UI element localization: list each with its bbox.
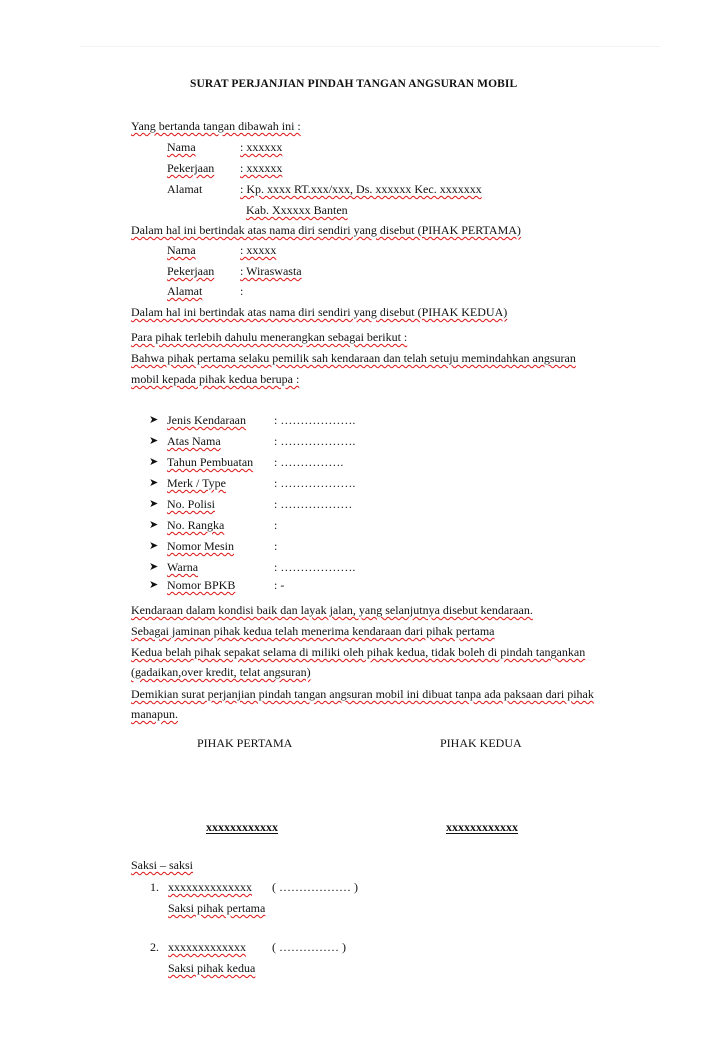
vehicle-item-value: : - bbox=[274, 578, 285, 592]
vehicle-item-value: : ……………… bbox=[274, 497, 353, 511]
vehicle-item-label: Nomor Mesin bbox=[167, 539, 234, 553]
term-line-6: manapun. bbox=[131, 707, 178, 721]
party1-name-value: : xxxxxx bbox=[240, 140, 283, 154]
vehicle-item-value: : ………………. bbox=[274, 560, 356, 574]
vehicle-item-value: : ……………. bbox=[274, 455, 344, 469]
page-top-border bbox=[80, 46, 660, 47]
vehicle-item-value: : ………………. bbox=[274, 413, 356, 427]
vehicle-item-label: No. Rangka bbox=[167, 518, 225, 532]
vehicle-item-label: Warna bbox=[167, 560, 199, 574]
witness-role: Saksi pihak kedua bbox=[168, 961, 256, 975]
witness-role: Saksi pihak pertama bbox=[168, 901, 266, 915]
signature-party2-name: xxxxxxxxxxxx bbox=[446, 820, 518, 834]
party1-address-value: : Kp. xxxx RT.xxx/xxx, Ds. xxxxxx Kec. xxxxxxx bbox=[240, 182, 482, 196]
term-line-3: Kedua belah pihak sepakat selama di miliki oleh pihak kedua, tidak boleh di pindah tangankan bbox=[131, 645, 586, 659]
arrow-bullet-icon: ➤ bbox=[149, 435, 159, 447]
witness-signature-placeholder: ( …………… ) bbox=[272, 940, 346, 954]
intro-text: Yang bertanda tangan dibawah ini : bbox=[131, 119, 301, 133]
witness-signature-placeholder: ( ……………… ) bbox=[272, 880, 358, 894]
arrow-bullet-icon: ➤ bbox=[149, 477, 159, 489]
arrow-bullet-icon: ➤ bbox=[149, 498, 159, 510]
declaration-line-3: mobil kepada pihak kedua berupa : bbox=[131, 372, 300, 386]
vehicle-item-label: Merk / Type bbox=[167, 476, 226, 490]
signature-party1-name: xxxxxxxxxxxx bbox=[206, 820, 278, 834]
declaration-line-2: Bahwa pihak pertama selaku pemilik sah kendaraan dan telah setuju memindahkan angsuran bbox=[131, 351, 576, 365]
arrow-bullet-icon: ➤ bbox=[149, 540, 159, 552]
document-title: SURAT PERJANJIAN PINDAH TANGAN ANGSURAN MOBIL bbox=[190, 78, 518, 90]
term-line-1: Kendaraan dalam kondisi baik dan layak jalan, yang selanjutnya disebut kendaraan. bbox=[131, 603, 533, 617]
signature-party2-label: PIHAK KEDUA bbox=[440, 736, 522, 750]
vehicle-item-value: : ………………. bbox=[274, 434, 356, 448]
vehicle-item-label: Atas Nama bbox=[167, 434, 221, 448]
vehicle-item-value: : ………………. bbox=[274, 476, 356, 490]
arrow-bullet-icon: ➤ bbox=[149, 579, 159, 591]
witness-number: 1. bbox=[150, 880, 159, 894]
witness-number: 2. bbox=[150, 940, 159, 954]
vehicle-item-label: Jenis Kendaraan bbox=[167, 413, 246, 427]
signature-party1-label: PIHAK PERTAMA bbox=[197, 736, 293, 750]
vehicle-item-label: No. Polisi bbox=[167, 497, 216, 511]
arrow-bullet-icon: ➤ bbox=[149, 519, 159, 531]
vehicle-item-value: : bbox=[274, 539, 278, 553]
party2-address-label: Alamat bbox=[167, 284, 203, 298]
vehicle-item-label: Nomor BPKB bbox=[167, 578, 236, 592]
party1-job-label: Pekerjaan bbox=[167, 161, 215, 175]
witnesses-heading: Saksi – saksi bbox=[131, 858, 194, 872]
term-line-2: Sebagai jaminan pihak kedua telah menerima kendaraan dari pihak pertama bbox=[131, 624, 495, 638]
party1-address-label: Alamat bbox=[167, 182, 203, 196]
party1-name-label: Nama bbox=[167, 140, 196, 154]
party2-job-label: Pekerjaan bbox=[167, 264, 215, 278]
party2-statement: Dalam hal ini bertindak atas nama diri sendiri yang disebut (PIHAK KEDUA) bbox=[131, 305, 508, 319]
party1-address-line2: Kab. Xxxxxx Banten bbox=[246, 203, 348, 217]
arrow-bullet-icon: ➤ bbox=[149, 456, 159, 468]
term-line-5: Demikian surat perjanjian pindah tangan angsuran mobil ini dibuat tanpa ada paksaan dari pihak bbox=[131, 687, 594, 701]
vehicle-item-value: : bbox=[274, 518, 278, 532]
term-line-4: (gadaikan,over kredit, telat angsuran) bbox=[131, 665, 311, 679]
declaration-line-1: Para pihak terlebih dahulu menerangkan sebagai berikut : bbox=[131, 330, 408, 344]
arrow-bullet-icon: ➤ bbox=[149, 414, 159, 426]
party1-job-value: : xxxxxx bbox=[240, 161, 283, 175]
arrow-bullet-icon: ➤ bbox=[149, 561, 159, 573]
party2-job-value: : Wiraswasta bbox=[240, 264, 302, 278]
party2-address-value: : bbox=[240, 284, 244, 298]
witness-name: xxxxxxxxxxxxxx bbox=[168, 880, 252, 894]
witness-name: xxxxxxxxxxxxx bbox=[168, 940, 246, 954]
party2-name-label: Nama bbox=[167, 243, 196, 257]
party1-statement: Dalam hal ini bertindak atas nama diri sendiri yang disebut (PIHAK PERTAMA) bbox=[131, 223, 521, 237]
vehicle-item-label: Tahun Pembuatan bbox=[167, 455, 254, 469]
party2-name-value: : xxxxx bbox=[240, 243, 277, 257]
